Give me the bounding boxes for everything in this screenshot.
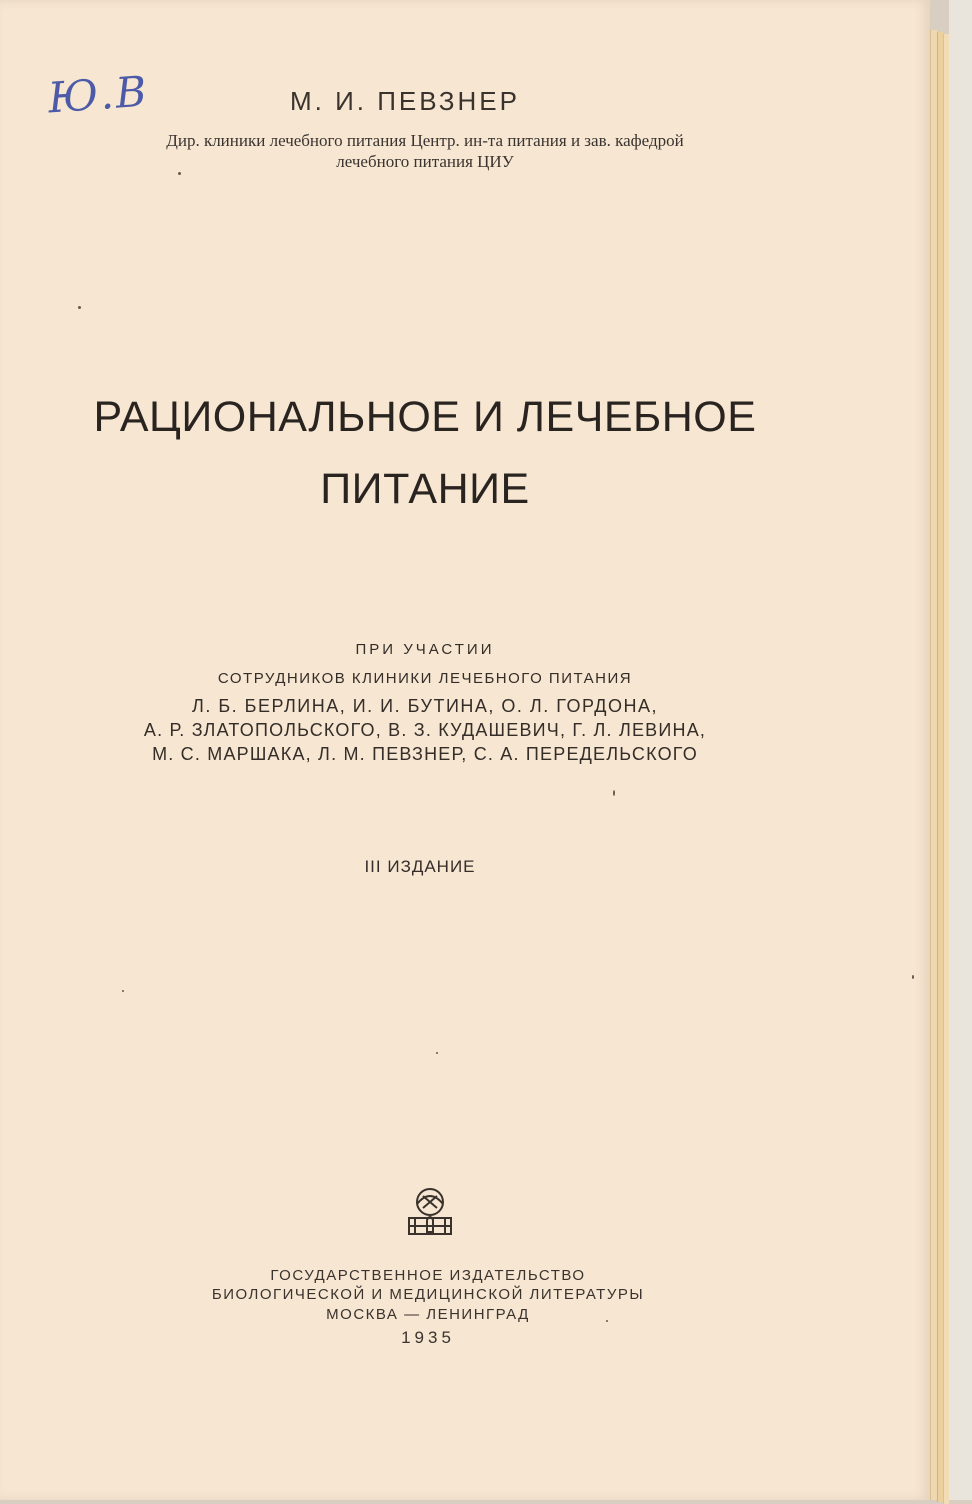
- contributors-names-line-1: Л. Б. БЕРЛИНА, И. И. БУТИНА, О. Л. ГОРДОНА,: [192, 696, 658, 716]
- paper-speck: [178, 172, 181, 175]
- handwritten-mark: Ю.В: [46, 66, 150, 123]
- publisher-line-2: БИОЛОГИЧЕСКОЙ И МЕДИЦИНСКОЙ ЛИТЕРАТУРЫ: [211, 1286, 645, 1303]
- publisher-city: МОСКВА — ЛЕНИНГРАД: [326, 1306, 530, 1323]
- book-title-line-1: РАЦИОНАЛЬНОЕ И ЛЕЧЕБНОЕ: [93, 393, 757, 441]
- publisher-emblem-icon: [403, 1182, 457, 1240]
- publisher-line-1: ГОСУДАРСТВЕННОЕ ИЗДАТЕЛЬСТВО: [270, 1267, 586, 1284]
- background: [949, 0, 972, 1500]
- book-title-line-2: ПИТАНИЕ: [320, 465, 530, 513]
- contributors-staff: СОТРУДНИКОВ КЛИНИКИ ЛЕЧЕБНОГО ПИТАНИЯ: [217, 670, 633, 687]
- author-affiliation-line-1: Дир. клиники лечебного питания Центр. ин-та питания и зав. кафедрой: [166, 131, 684, 150]
- paper-speck: [122, 990, 124, 992]
- paper-speck: [912, 975, 914, 979]
- author-name: М. И. ПЕВЗНЕР: [290, 86, 520, 116]
- contributors-intro: ПРИ УЧАСТИИ: [355, 641, 495, 658]
- publication-year: 1935: [401, 1328, 455, 1347]
- paper-speck: [613, 790, 615, 796]
- paper-speck: [436, 1052, 438, 1054]
- edition-label: III ИЗДАНИЕ: [364, 857, 476, 876]
- paper-speck: [606, 1320, 608, 1322]
- author-affiliation-line-2: лечебного питания ЦИУ: [336, 152, 514, 171]
- contributors-names-line-3: М. С. МАРШАКА, Л. М. ПЕВЗНЕР, С. А. ПЕРЕДЕЛЬСКОГО: [152, 744, 698, 764]
- page-edge: [930, 30, 937, 1500]
- contributors-names-line-2: А. Р. ЗЛАТОПОЛЬСКОГО, В. З. КУДАШЕВИЧ, Г. Л. ЛЕВИНА,: [143, 720, 707, 740]
- paper-speck: [78, 306, 81, 309]
